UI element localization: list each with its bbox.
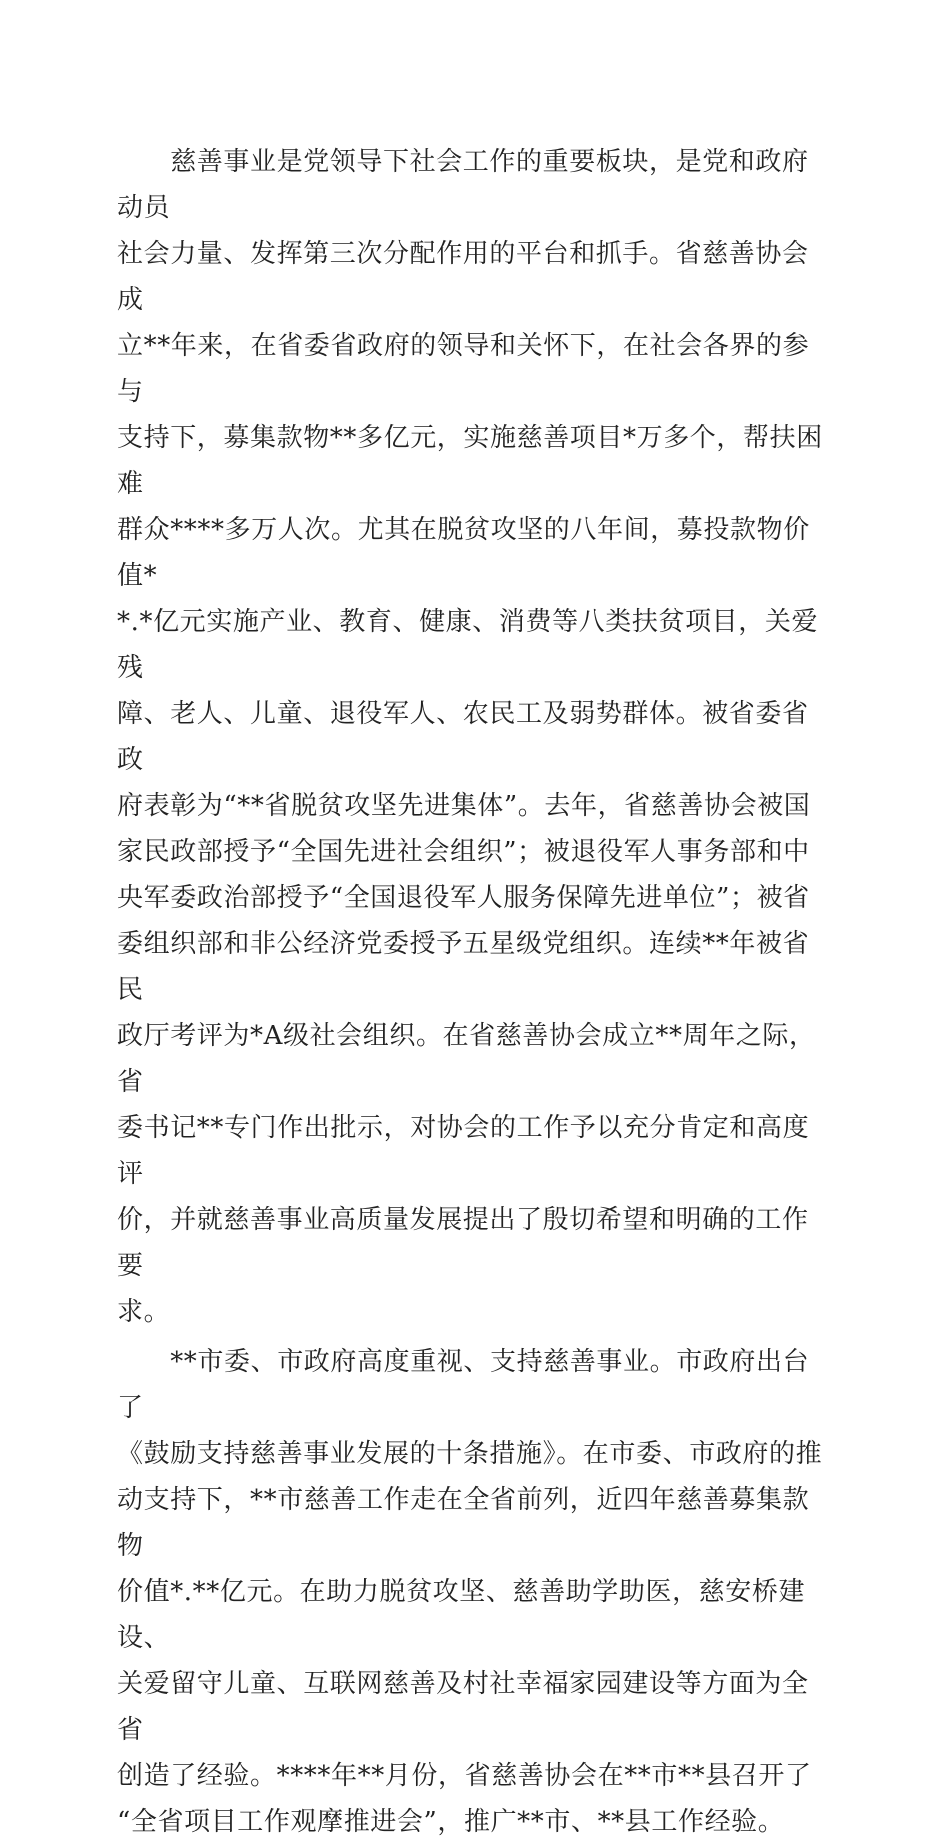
document-body [117,139,835,1845]
paragraph-city-charity: **市委、市政府高度重视、支持慈善事业。市政府出台了 《鼓励支持慈善事业发展的十条措施》。在市委、市政府的推 动支持下，**市慈善工作走在全省前列，近四年慈善募集款物 价值*.**亿元。在助力脱贫攻坚、慈善助学助医，慈安桥建设、 关爱留守儿童、互联网慈善及村社幸福家园建设等方面为全省 创造了经验。****年**月份，省慈善协会在**市**县召开了 “全省项目工作观摩推进会”，推广**市、**县工作经验。 [117,1347,823,1837]
paragraph-provincial-charity: 慈善事业是党领导下社会工作的重要板块，是党和政府动员 社会力量、发挥第三次分配作用的平台和抓手。省慈善协会成 立**年来，在省委省政府的领导和关怀下，在社会各界的参与 支持下，募集款物**多亿元，实施慈善项目*万多个，帮扶困难 群众****多万人次。尤其在脱贫攻坚的八年间，募投款物价值* *.*亿元实施产业、教育、健康、消费等八类扶贫项目，关爱残 障、老人、儿童、退役军人、农民工及弱势群体。被省委省政 府表彰为“**省脱贫攻坚先进集体”。去年，省慈善协会被国 家民政部授予“全国先进社会组织”；被退役军人事务部和中 央军委政治部授予“全国退役军人服务保障先进单位”；被省 委组织部和非公经济党委授予五星级党组织。连续**年被省民 政厅考评为*A级社会组织。在省慈善协会成立**周年之际，省 委书记**专门作出批示，对协会的工作予以充分肯定和高度评 价，并就慈善事业高质量发展提出了殷切希望和明确的工作要 求。 [117,147,823,1327]
